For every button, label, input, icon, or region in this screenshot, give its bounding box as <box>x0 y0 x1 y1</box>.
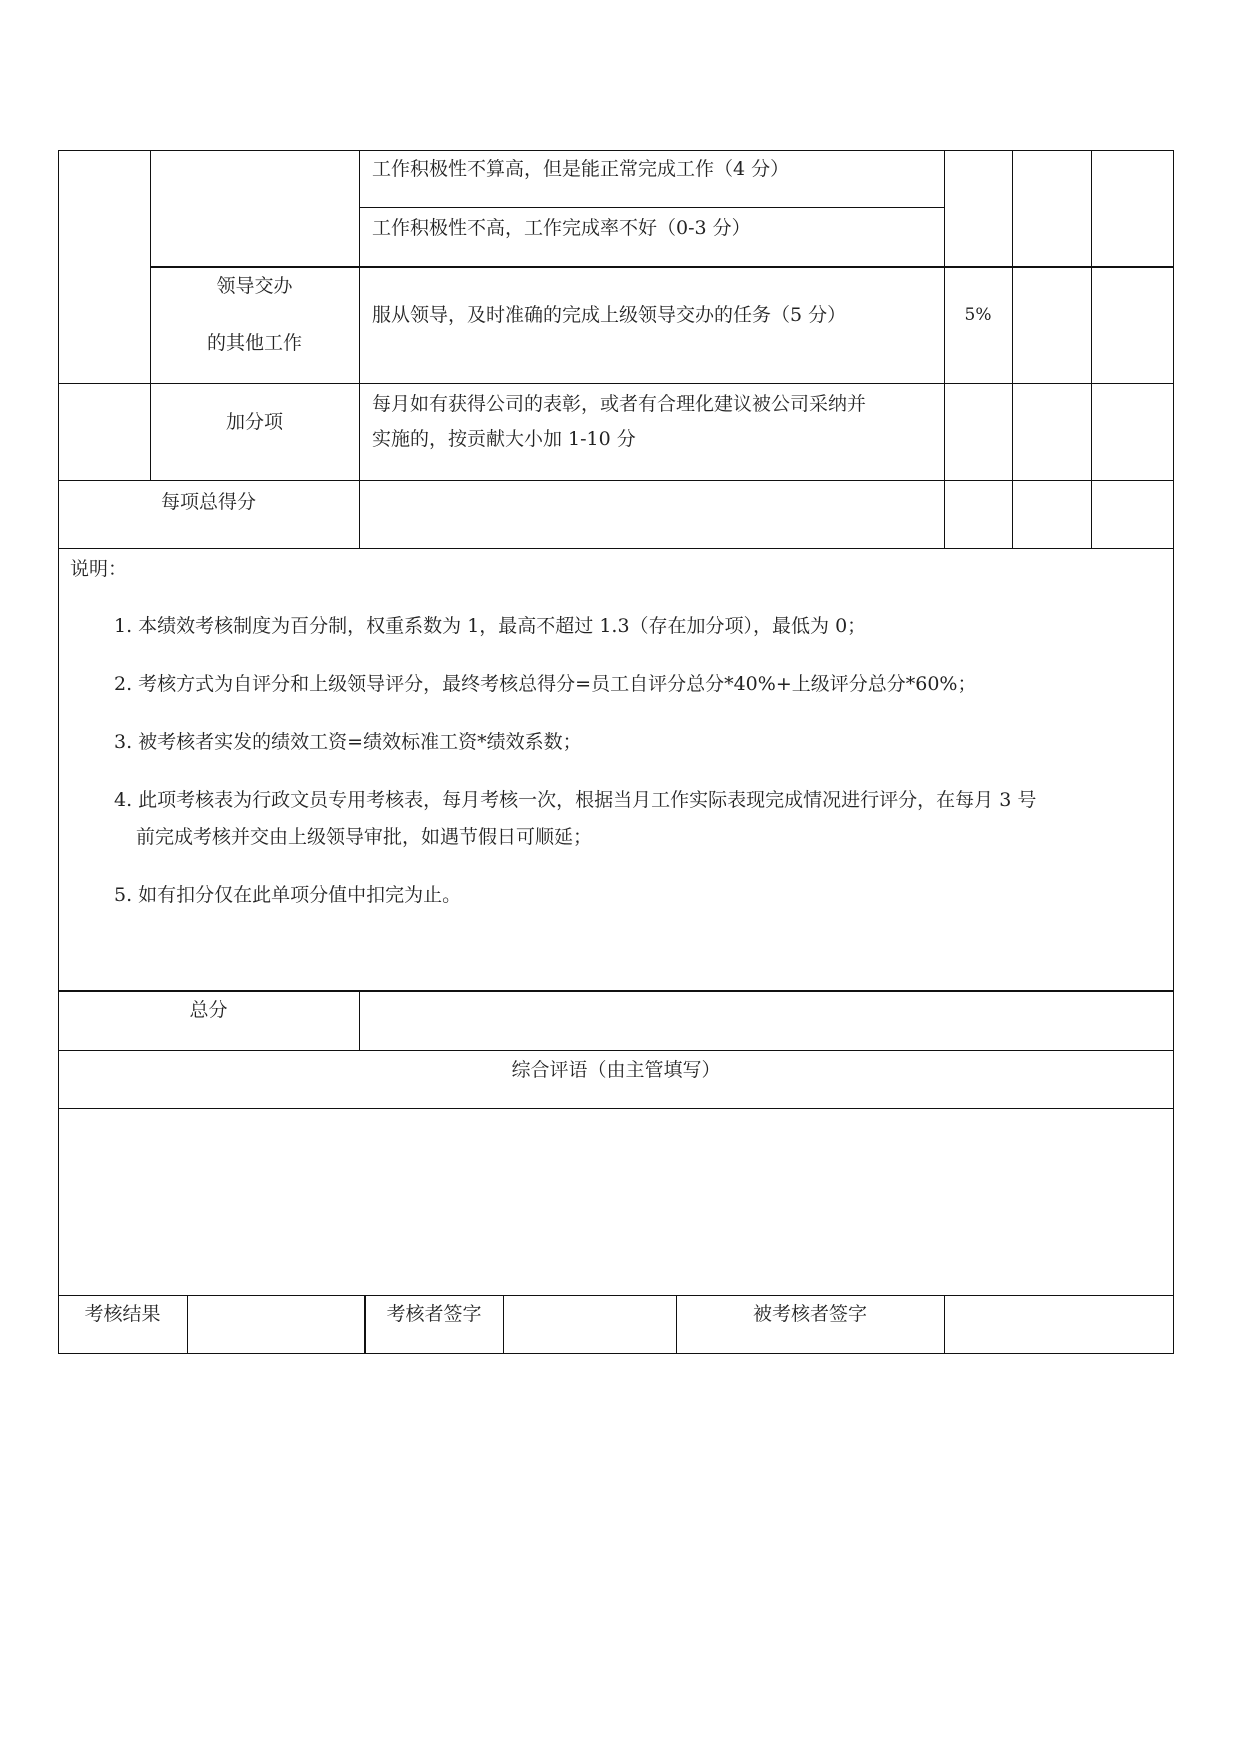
total-each-label: 每项总得分 <box>160 491 256 513</box>
result-label: 考核结果 <box>84 1303 161 1325</box>
bonus-criteria-line1: 每月如有获得公司的表彰，或者有合理化建议被公司采纳并 <box>372 393 867 415</box>
note-item: 1. 本绩效考核制度为百分制，权重系数为 1，最高不超过 1.3（存在加分项），最低为 0； <box>114 615 867 637</box>
total-score-label: 总分 <box>189 999 228 1021</box>
table-border <box>944 150 945 548</box>
table-border <box>58 1295 1174 1296</box>
leader-task-label-line1: 领导交办 <box>216 275 293 297</box>
table-border <box>359 207 945 208</box>
table-border <box>359 990 360 1050</box>
table-border <box>58 1353 1174 1354</box>
leader-task-criteria: 服从领导，及时准确的完成上级领导交办的任务（5 分） <box>372 304 847 326</box>
table-border <box>58 150 1174 151</box>
table-border <box>359 150 360 548</box>
table-border <box>1091 150 1092 548</box>
table-border <box>58 1108 1174 1109</box>
bonus-criteria-line2: 实施的，按贡献大小加 1-10 分 <box>372 428 636 450</box>
leader-task-weight: 5% <box>964 305 992 325</box>
note-item: 4. 此项考核表为行政文员专用考核表，每月考核一次，根据当月工作实际表现完成情况进行评分，在每月 3 号 <box>114 789 1037 811</box>
table-border <box>58 150 59 1354</box>
note-item: 2. 考核方式为自评分和上级领导评分，最终考核总得分=员工自评分总分*40%+上级评分总分*60%； <box>114 673 977 695</box>
criteria-score-0-3: 工作积极性不高，工作完成率不好（0-3 分） <box>372 217 751 239</box>
reviewer-sign-label: 考核者签字 <box>386 1303 482 1325</box>
table-border <box>944 1295 945 1353</box>
table-border <box>58 1050 1174 1051</box>
notes-title: 说明： <box>70 558 128 580</box>
table-border <box>150 266 1174 268</box>
table-border <box>58 990 1174 992</box>
reviewee-sign-label: 被考核者签字 <box>752 1303 867 1325</box>
criteria-score-4: 工作积极性不算高，但是能正常完成工作（4 分） <box>372 158 790 180</box>
table-border <box>503 1295 504 1353</box>
table-border <box>58 548 1174 549</box>
note-item: 3. 被考核者实发的绩效工资=绩效标准工资*绩效系数； <box>114 731 582 753</box>
table-border <box>58 383 1174 384</box>
table-border <box>1173 150 1174 1354</box>
bonus-label: 加分项 <box>225 411 283 433</box>
table-border <box>187 1295 188 1353</box>
table-border <box>58 480 1174 481</box>
leader-task-label-line2: 的其他工作 <box>206 332 302 354</box>
table-border <box>1012 150 1013 548</box>
comment-header: 综合评语（由主管填写） <box>511 1059 721 1081</box>
note-item: 5. 如有扣分仅在此单项分值中扣完为止。 <box>114 884 462 906</box>
note-item: 前完成考核并交由上级领导审批，如遇节假日可顺延； <box>136 826 593 848</box>
